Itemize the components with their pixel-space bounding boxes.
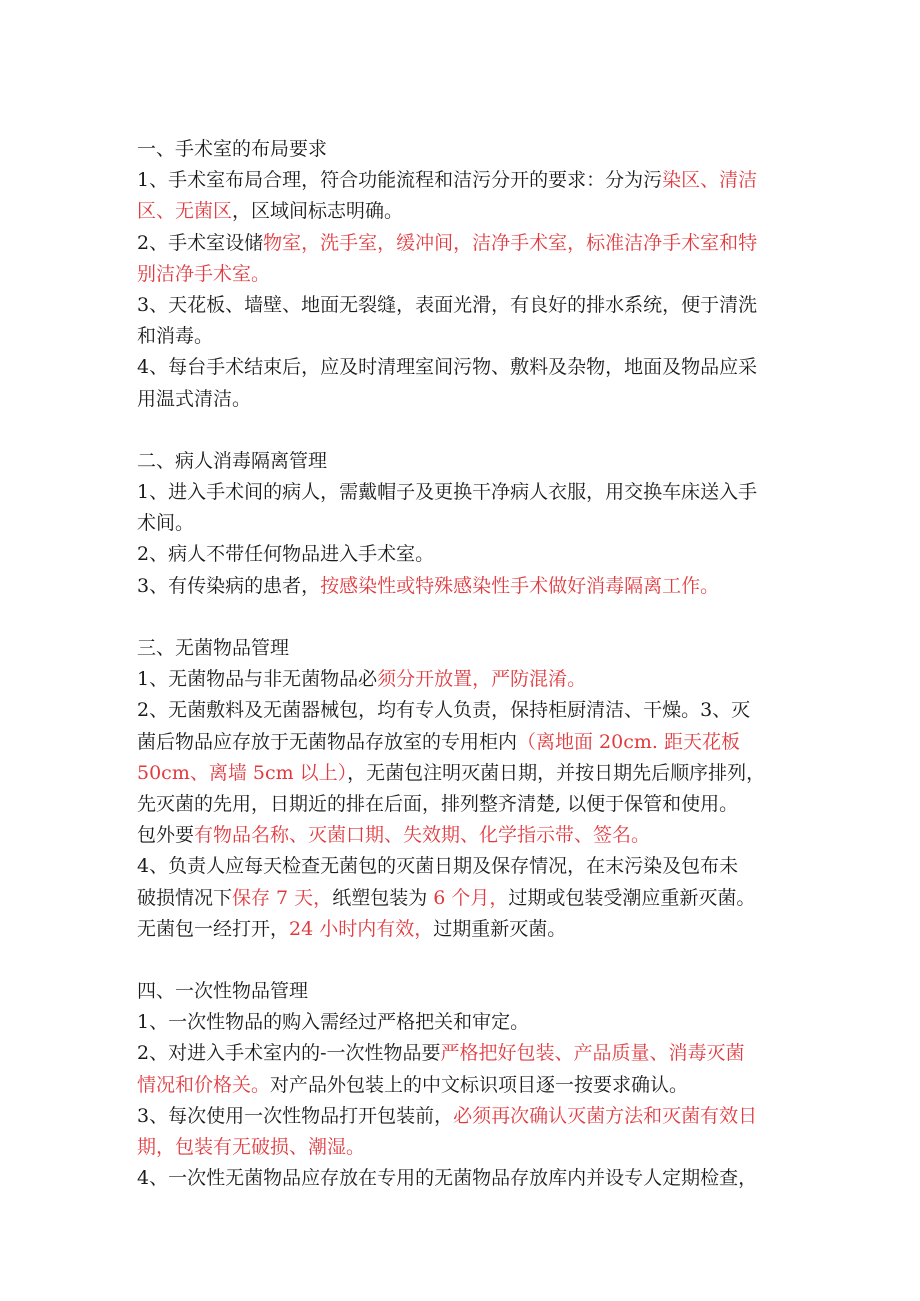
highlighted-text: （离地面 20cm. 距天花板 [517,730,740,753]
text-line [137,1101,790,1132]
body-text: 2、无菌敷料及无菌器械包，均有专人负责，保持柜厨清洁、干燥。3、灭 [137,699,751,722]
body-text: 用温式清洁。 [137,387,252,410]
highlighted-text: 24 小时内有效， [289,917,434,940]
section-2 [137,446,790,602]
highlighted-text: 严格把好包装、产品质量、消毒灭菌 [440,1042,745,1065]
text-line [137,228,790,259]
body-text: 2、对进入手术室内的-一次性物品要 [137,1042,441,1065]
text-line [137,789,790,820]
body-text: 先灭菌的先用，日期近的排在后面，排列整齐清楚, 以便于保管和使用。 [137,792,739,815]
body-text: 4、一次性无菌物品应存放在专用的无菌物品存放库内并设专人定期检查， [137,1167,758,1190]
text-line [137,539,790,570]
text-line [137,352,790,383]
body-text: 2、手术室设储 [137,231,264,254]
text-line [137,1163,790,1194]
text-line [137,321,790,352]
body-text: 2、病人不带任何物品进入手术室。 [137,543,435,566]
highlighted-text: 50cm、离墙 5cm 以上） [137,761,348,784]
body-text: 3、每次使用一次性物品打开包装前， [137,1104,454,1127]
text-line [137,664,790,695]
body-text: 4、负责人应每天检查无菌包的灭菌日期及保存情况，在末污染及包布未 [137,855,739,878]
highlighted-text: 保存 7 天， [232,886,333,909]
text-line [137,1007,790,1038]
body-text: 菌后物品应存放于无菌物品存放室的专用柜内 [137,730,518,753]
section-gap [137,602,790,633]
body-text: 1、一次性物品的购入需经过严格把关和审定。 [137,1011,530,1034]
section-4 [137,976,790,1194]
body-text: 3、天花板、墙壁、地面无裂缝，表面光滑，有良好的排水系统，便于清洗 [137,293,758,316]
section-3 [137,633,790,945]
body-text: 过期或包装受潮应重新灭菌。 [508,886,756,909]
body-text: ，无菌包注明灭菌日期，并按日期先后顺序排列， [347,761,766,784]
section-gap [137,415,790,446]
body-text: 包外要 [137,824,195,847]
text-line [137,165,790,196]
section-heading: 三、无菌物品管理 [137,637,290,659]
text-line [137,1132,790,1163]
body-text: 1、进入手术间的病人，需戴帽子及更换干净病人衣服，用交换车床送入手 [137,481,758,504]
body-text: ，区域间标志明确。 [232,200,404,223]
body-text: 和消毒。 [137,325,214,348]
body-text: 术间。 [137,512,195,535]
body-text: 过期重新灭菌。 [433,917,567,940]
text-line [137,290,790,321]
highlighted-text: 按感染性或特殊感染性手术做好消毒隔离工作。 [320,574,720,597]
section-gap [137,945,790,976]
text-line [137,914,790,945]
text-line [137,196,790,227]
text-line [137,259,790,290]
text-line [137,384,790,415]
document-body [137,134,790,1194]
body-text: 无菌包一经打开， [137,917,290,940]
text-line [137,1070,790,1101]
highlighted-text: 必须再次确认灭菌方法和灭菌有效日 [453,1104,758,1127]
text-line [137,508,790,539]
text-line [137,477,790,508]
text-line [137,883,790,914]
section-heading: 四、一次性物品管理 [137,980,309,1003]
section-heading: 一、手术室的布局要求 [137,138,328,160]
body-text: 破损情况下 [137,886,233,909]
body-text: 对产品外包装上的中文标识项目逐一按要求确认。 [270,1073,689,1096]
text-line [137,1038,790,1069]
text-line [137,820,790,851]
highlighted-text: 有物品名称、灭菌口期、失效期、化学指示带、签名。 [194,824,651,847]
text-line [137,571,790,602]
highlighted-text: 别洁净手术室。 [137,262,271,285]
section-heading: 二、病人消毒隔离管理 [137,449,328,472]
text-line [137,695,790,726]
highlighted-text: 情况和价格关。 [137,1073,271,1096]
highlighted-text: 6 个月， [433,886,509,909]
body-text: 纸塑包装为 [332,886,434,909]
body-text: 3、有传染病的患者， [137,574,321,597]
body-text: 1、无菌物品与非无菌物品必 [137,668,378,691]
highlighted-text: 物室，洗手室，缓冲间，洁净手术室，标准洁净手术室和特 [263,231,758,254]
highlighted-text: 须分开放置，严防混淆。 [377,668,587,691]
highlighted-text: 染区、清洁 [662,169,758,192]
section-1 [137,134,790,415]
text-line [137,758,790,789]
body-text: 4、每台手术结束后，应及时清理室间污物、敷料及杂物，地面及物品应采 [137,356,758,379]
highlighted-text: 区、无菌区 [137,200,233,223]
text-line [137,727,790,758]
text-line [137,851,790,882]
highlighted-text: 期，包装有无破损、潮湿。 [137,1136,366,1158]
body-text: 1、手术室布局合理，符合功能流程和洁污分开的要求：分为污 [137,169,663,192]
